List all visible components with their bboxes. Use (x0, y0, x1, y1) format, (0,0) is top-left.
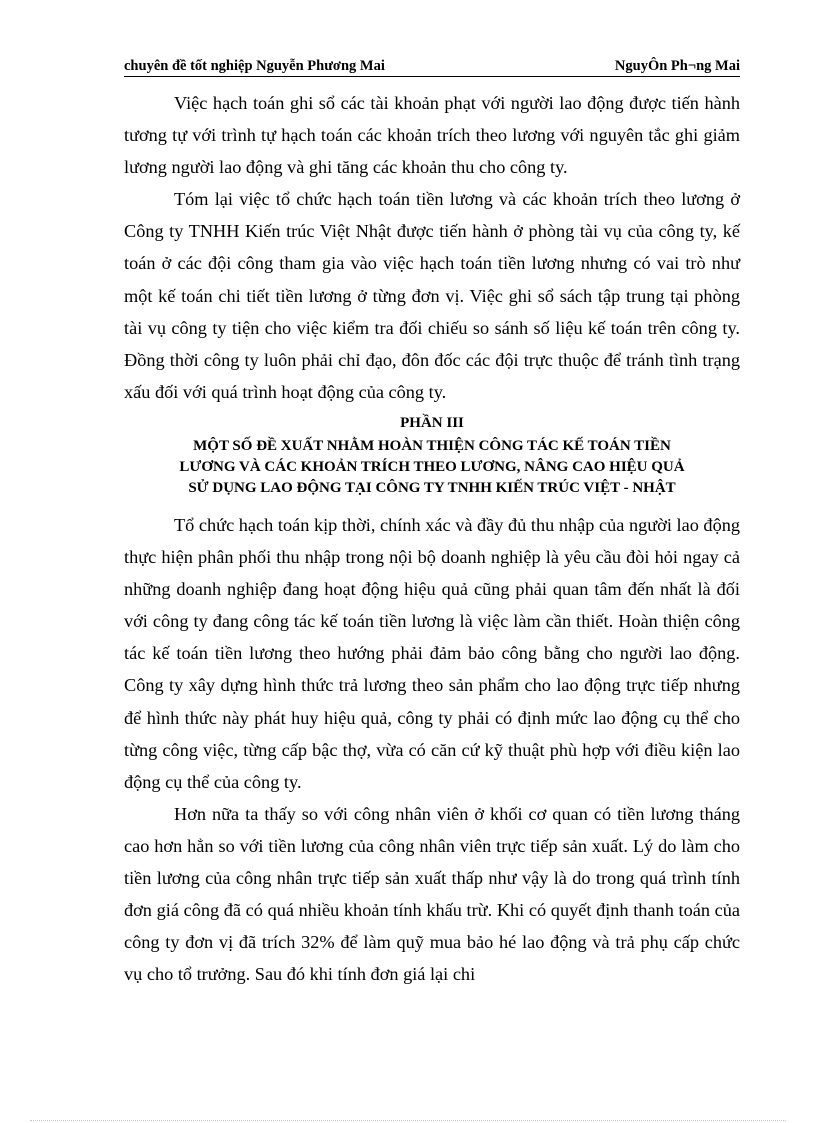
section-title (124, 436, 740, 499)
header-right-text: NguyÔn Ph¬ng Mai (614, 58, 740, 74)
page-header (124, 56, 740, 77)
document-body (124, 87, 740, 990)
paragraph-summary: Tóm lại việc tổ chức hạch toán tiền lương và các khoản trích theo lương ở Công ty TNHH Kiến trúc Việt Nhật được tiến hành ở phòng tài vụ của công ty, kế toán ở các đội công tham gia vào việc hạch toán tiền lương nhưng có vai trò như một kế toán chi tiết tiền lương ở từng đơn vị. Việc ghi sổ sách tập trung tại phòng tài vụ công ty tiện cho việc kiểm tra đối chiếu so sánh số liệu kế toán trên công ty. Đồng thời công ty luôn phải chỉ đạo, đôn đốc các đội trực thuộc để tránh tình trạng xấu đối với quá trình hoạt động của công ty. (124, 189, 740, 402)
section-title-line: MỘT SỐ ĐỀ XUẤT NHẰM HOÀN THIỆN CÔNG TÁC KẾ TOÁN TIỀN (193, 437, 671, 454)
paragraph-comparison: Hơn nữa ta thấy so với công nhân viên ở khối cơ quan có tiền lương tháng cao hơn hẳn so với tiền lương của công nhân viên trực tiếp sản xuất. Lý do làm cho tiền lương của công nhân trực tiếp sản xuất thấp như vậy là do trong quá trình tính đơn giá công đã có quá nhiều khoản tính khấu trừ. Khi có quyết định thanh toán của công ty đơn vị đã trích 32% để làm quỹ mua bảo hé lao động và trả phụ cấp chức vụ cho tổ trưởng. Sau đó khi tính đơn giá lại chi (124, 803, 740, 985)
paragraph-organization: Tổ chức hạch toán kịp thời, chính xác và đầy đủ thu nhập của người lao động thực hiện phân phối thu nhập trong nội bộ doanh nghiệp là yêu cầu đòi hỏi ngay cả những doanh nghiệp đang hoạt động hiệu quả cũng phải quan tâm đến nhất là đối với công ty đang công tác kế toán tiền lương là việc làm cần thiết. Hoàn thiện công tác kế toán tiền lương theo hướng phải đảm bảo công bằng cho người lao động. Công ty xây dựng hình thức trả lương theo sản phẩm cho lao động trực tiếp nhưng để hình thức này phát huy hiệu quả, công ty phải có định mức lao động cụ thể cho từng công việc, từng cấp bậc thợ, vừa có căn cứ kỹ thuật phù hợp với điều kiện lao động cụ thể của công ty. (124, 514, 740, 792)
page-bottom-divider (30, 1120, 786, 1121)
header-left-text: chuyên đề tốt nghiệp Nguyễn Phương Mai (124, 58, 385, 74)
section-title-line: LƯƠNG VÀ CÁC KHOẢN TRÍCH THEO LƯƠNG, NÂNG CAO HIỆU QUẢ (179, 458, 685, 475)
section-title-line: SỬ DỤNG LAO ĐỘNG TẠI CÔNG TY TNHH KIẾN TRÚC VIỆT - NHẬT (188, 479, 676, 496)
section-label: PHẦN III (400, 414, 464, 431)
paragraph-penalty-accounts: Việc hạch toán ghi sổ các tài khoản phạt với người lao động được tiến hành tương tự với trình tự hạch toán các khoản trích theo lương với nguyên tắc ghi giảm lương người lao động và ghi tăng các khoản thu cho công ty. (124, 93, 740, 178)
